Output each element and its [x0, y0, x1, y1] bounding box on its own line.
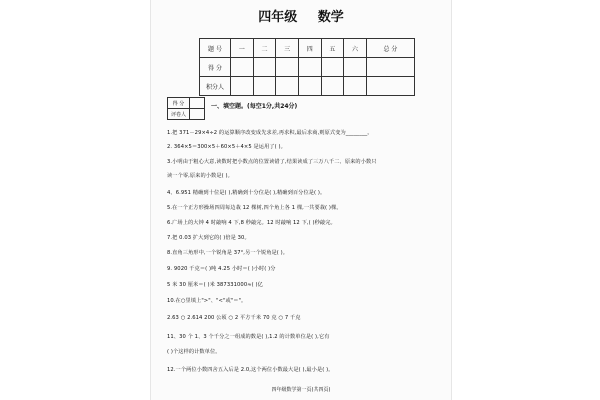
score-cell[interactable]: [344, 58, 367, 77]
question-text: 1.把 371－29×4÷2 的运算顺序改变成先求差,再求积,最后求商,则原式变为________。: [167, 130, 373, 136]
score-col: 五: [321, 39, 344, 58]
exam-title: [151, 6, 451, 25]
question-text: 2. 364×5＝300×5＋60×5＋4×5 是运用了( )。: [167, 144, 286, 150]
score-cell[interactable]: [366, 58, 414, 77]
score-col: 一: [231, 39, 254, 58]
grader-name-cell[interactable]: [190, 109, 205, 120]
score-cell[interactable]: [276, 77, 299, 96]
score-col: 六: [344, 39, 367, 58]
score-col: 二: [253, 39, 276, 58]
grader-score-cell[interactable]: [190, 98, 205, 109]
section-grader-box: [167, 97, 205, 120]
question-text: 7.把 0.03 扩大到它的( )倍是 30。: [167, 235, 250, 241]
score-col: 四: [298, 39, 321, 58]
score-col: 题 号: [200, 39, 231, 58]
question-text: 3.小明由于粗心大意,读数时把小数点的位置读错了,结果读成了三万八千二、原来的小数只: [167, 159, 377, 165]
question-text: 6.广场上的大钟 4 时敲响 4 下,8 秒敲完。12 时敲响 12 下,( )秒敲完。: [167, 220, 336, 226]
section-heading: 一、填空题。(每空1分,共24分): [211, 103, 298, 110]
question-text: 读一个零,原来的小数是( )。: [167, 173, 233, 179]
page-footer: 四年级数学第一页(共四页): [271, 387, 331, 393]
score-col: 三: [276, 39, 299, 58]
grader-row: [200, 77, 415, 96]
score-cell[interactable]: [253, 58, 276, 77]
score-cell[interactable]: [231, 58, 254, 77]
question-text: 2.63 ○ 2.614 200 公顷 ○ 2 平方千米 70 克 ○ 7 千克: [167, 315, 301, 321]
question-text: 12.一个两位小数四舍五入后是 2.0,这个两位小数最大是( ),最小是( )。: [167, 367, 334, 373]
grader-score-label: 得 分: [168, 98, 190, 109]
score-table-header-row: [200, 39, 415, 58]
grader-name-label: 评卷人: [168, 109, 190, 120]
grade-label: 四年级: [258, 10, 298, 25]
question-text: 5 米 30 厘米＝( )米 387331000≈( )亿: [167, 282, 263, 288]
score-row-label: 得 分: [200, 58, 231, 77]
score-cell[interactable]: [231, 77, 254, 96]
question-text: 11、30 个 1、3 个千分之一组成的数是( ),1.2 的计数单位是( ),它有: [167, 334, 330, 340]
score-cell[interactable]: [253, 77, 276, 96]
score-cell[interactable]: [344, 77, 367, 96]
score-cell[interactable]: [321, 58, 344, 77]
score-cell[interactable]: [298, 58, 321, 77]
subject-label: 数学: [317, 10, 344, 25]
score-cell[interactable]: [298, 77, 321, 96]
question-text: 10.在○里填上">"、"<"或"＝"。: [167, 298, 247, 304]
score-cell[interactable]: [321, 77, 344, 96]
question-text: 8.直角三角形中,一个锐角是 37°,另一个锐角是( )。: [167, 250, 289, 256]
score-cell[interactable]: [366, 77, 414, 96]
question-text: 4、6.951 精确到十位是( ),精确到十分位是( ),精确到百分位是( )。: [167, 190, 326, 196]
question-text: ( )个这样的计数单位。: [167, 349, 221, 355]
score-row: [200, 58, 415, 77]
grader-row-label: 积分人: [200, 77, 231, 96]
score-cell[interactable]: [276, 58, 299, 77]
question-text: 5.在一个正方形操场四周每边栽 12 棵树,四个角上各 1 棵,一共要栽( )棵。: [167, 205, 342, 211]
score-col: 总 分: [366, 39, 414, 58]
question-text: 9. 9020 千克＝( )吨 4.25 小时＝( )小时( )分: [167, 266, 276, 272]
score-table: [199, 38, 415, 96]
exam-page: [150, 0, 452, 400]
